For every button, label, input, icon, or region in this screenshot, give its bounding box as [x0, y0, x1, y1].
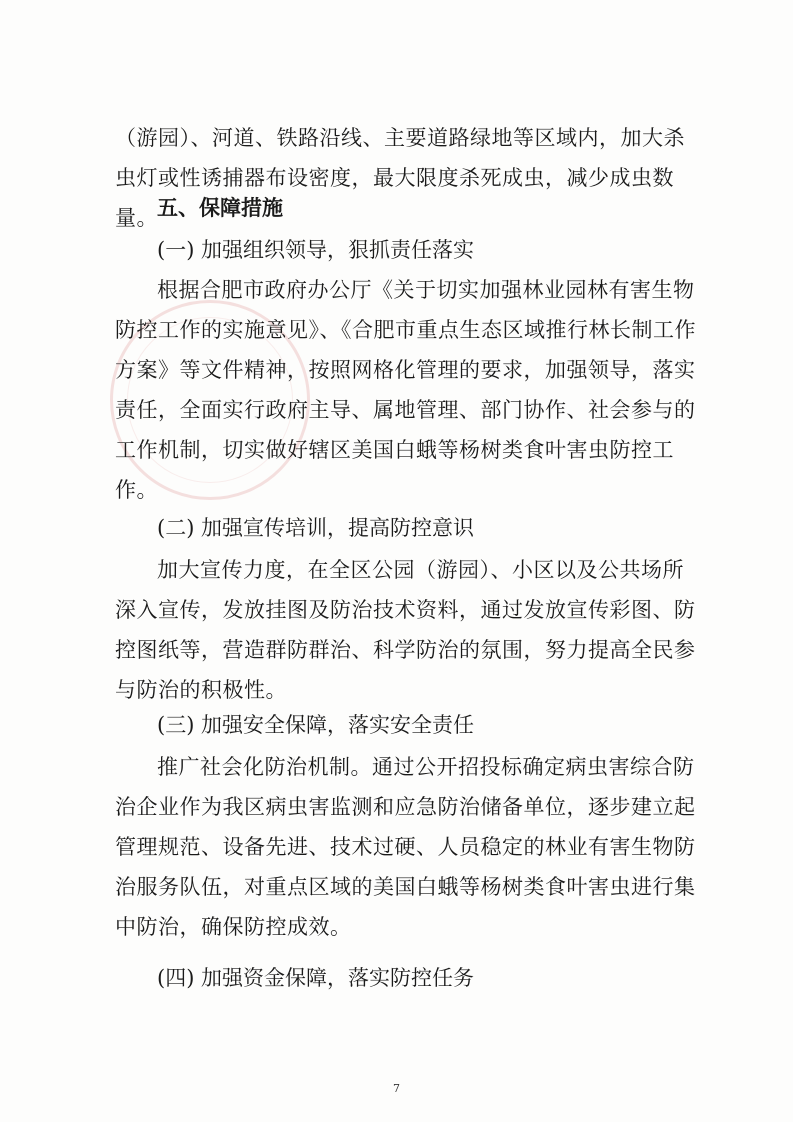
section-heading-5: 五、保障措施 — [157, 196, 283, 220]
subheading-1: (一) 加强组织领导，狠抓责任落实 — [157, 238, 475, 262]
paragraph-sub2: 加大宣传力度，在全区公园（游园）、小区以及公共场所深入宣传，发放挂图及防治技术资料，通过发放宣传彩图、防控图纸等，营造群防群治、科学防治的氛围，努力提高全民参与防治的积极性。 — [115, 558, 696, 702]
paragraph-intro: （游园）、河道、铁路沿线、主要道路绿地等区域内，加大杀虫灯或性诱捕器布设密度，最大限度杀死成虫，减少成虫数量。 — [115, 126, 685, 230]
subheading-2: (二) 加强宣传培训，提高防控意识 — [157, 516, 475, 540]
paragraph-sub3: 推广社会化防治机制。通过公开招投标确定病虫害综合防治企业作为我区病虫害监测和应急防治储备单位，逐步建立起管理规范、设备先进、技术过硬、人员稳定的林业有害生物防治服务队伍，对重点区域的美国白蛾等杨树类食叶害虫进行集中防治，确保防控成效。 — [115, 755, 696, 939]
paragraph-sub1: 根据合肥市政府办公厅《关于切实加强林业园林有害生物防控工作的实施意见》、《合肥市重点生态区域推行林长制工作方案》等文件精神，按照网格化管理的要求，加强领导，落实责任，全面实行政府主导、属地管理、部门协作、社会参与的工作机制，切实做好辖区美国白蛾等杨树类食叶害虫防控工作。 — [115, 278, 696, 502]
subheading-4: (四) 加强资金保障，落实防控任务 — [157, 966, 475, 990]
subheading-3: (三) 加强安全保障，落实安全责任 — [157, 713, 475, 737]
page-number: 7 — [393, 1082, 400, 1095]
